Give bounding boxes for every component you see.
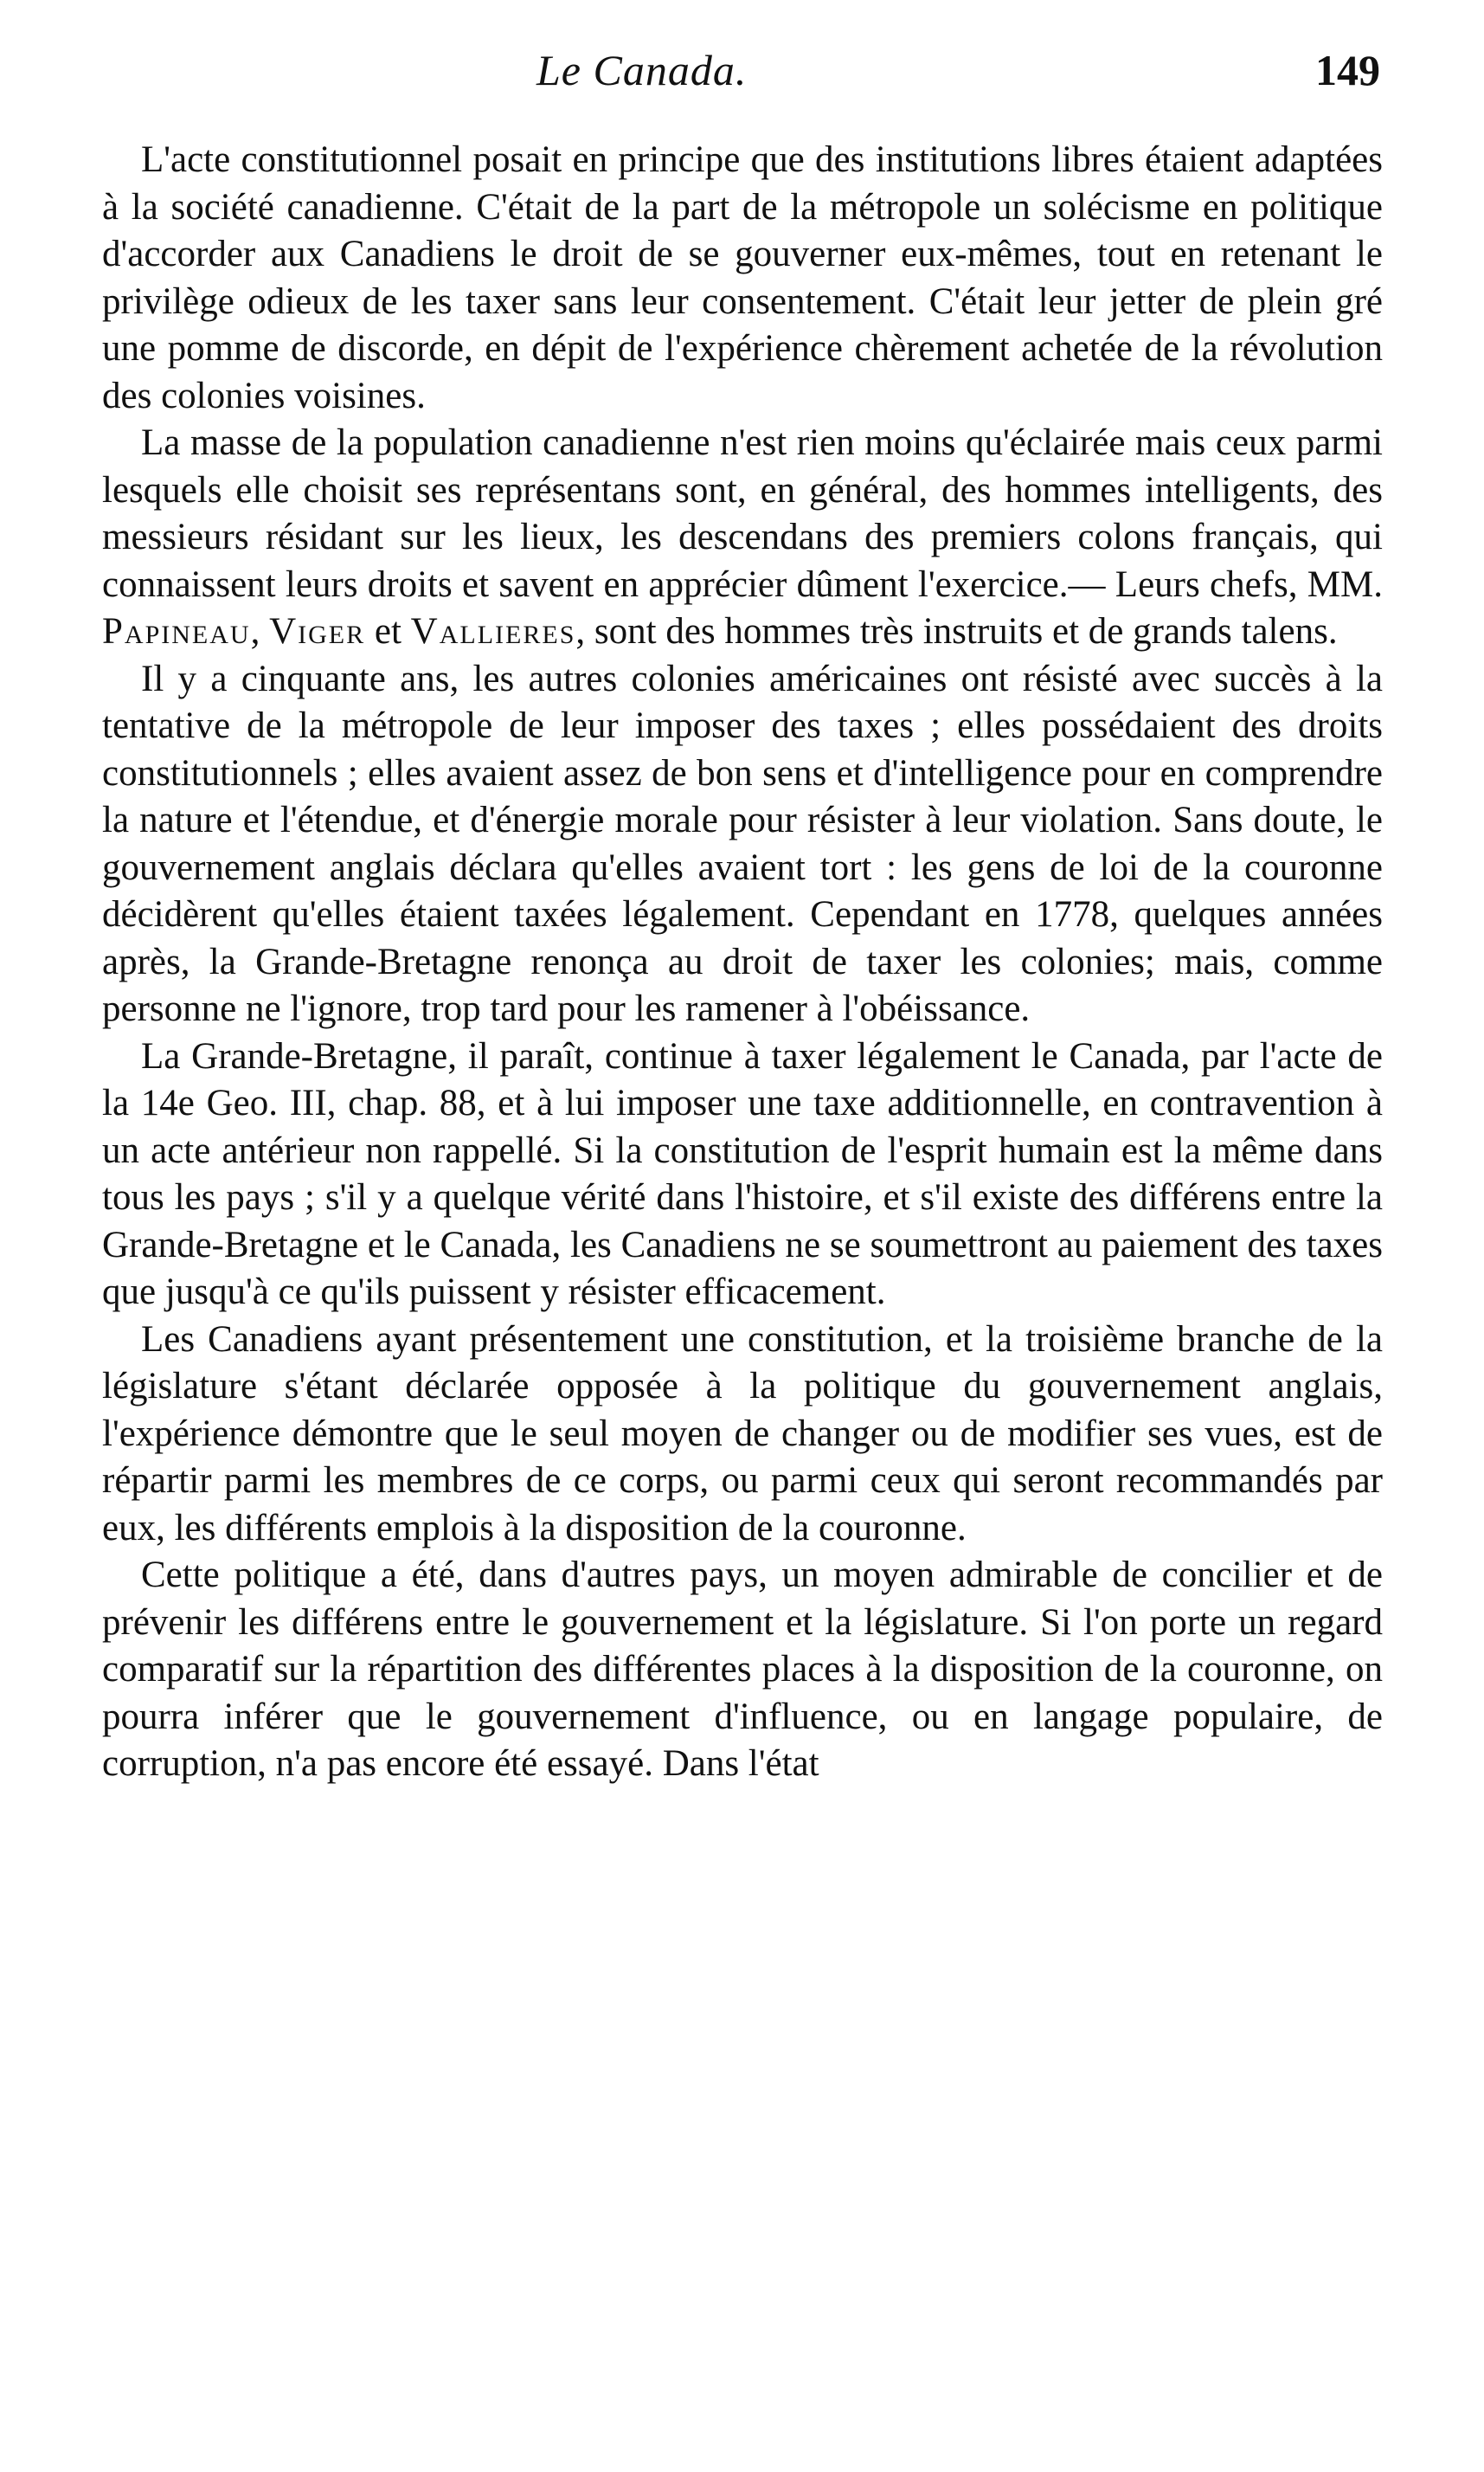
page-number: 149 [1315,46,1380,94]
person-name: Papineau [102,611,251,652]
paragraph-text: Les Canadiens ayant présentement une constitution, et la troisième branche de la législature s'étant déclarée opposée à la politique du gouvernement anglais, l'expérience démontre que le seul moyen de changer ou de modifier ses vues, est de répartir parmi les membres de ce corps, ou parmi ceux qui seront recommandés par eux, les différents emplois à la disposition de la couronne. [102,1318,1383,1548]
paragraph [102,656,1383,1033]
paragraph-text: Cette politique a été, dans d'autres pays, un moyen admirable de concilier et de prévenir les différens entre le gouvernement et la législature. Si l'on porte un regard comparatif sur la répartition des différentes places à la disposition de la couronne, on pourra inférer que le gouvernement d'influence, ou en langage populaire, de corruption, n'a pas encore été essayé. Dans l'état [102,1555,1383,1784]
paragraph-text: , [250,611,270,652]
paragraph [102,137,1383,420]
person-name: Viger [269,611,366,652]
paragraph-text: et [365,611,411,652]
running-title: Le Canada. [536,46,748,94]
paragraph [102,1316,1383,1553]
paragraph [102,1033,1383,1316]
paragraph [102,1552,1383,1788]
paragraph-text: , sont des hommes très instruits et de grands talens. [575,611,1338,652]
paragraph-text: La masse de la population canadienne n'est rien moins qu'éclairée mais ceux parmi lesquels elle choisit ses représentans sont, en général, des hommes intelligents, des messieurs résidant sur les lieux, les descendans des premiers colons français, qui connaissent leurs droits et savent en apprécier dûment l'exercice.— Leurs chefs, MM. [102,422,1383,605]
person-name: Vallieres [410,611,576,652]
paragraph-text: Il y a cinquante ans, les autres colonies américaines ont résisté avec succès à la tentative de la métropole de leur imposer des taxes ; elles possédaient des droits constitutionnels ; elles avaient assez de bon sens et d'intelligence pour en comprendre la nature et l'étendue, et d'énergie morale pour résister à leur violation. Sans doute, le gouvernement anglais déclara qu'elles avaient tort : les gens de loi de la couronne décidèrent qu'elles étaient taxées légalement. Cependant en 1778, quelques années après, la Grande-Bretagne renonça au droit de taxer les colonies; mais, comme personne ne l'ignore, trop tard pour les ramener à l'obéissance. [102,658,1383,1029]
running-head [104,45,1380,106]
paragraph-text: La Grande-Bretagne, il paraît, continue à taxer légalement le Canada, par l'acte de la 14e Geo. III, chap. 88, et à lui imposer une taxe additionnelle, en contravention à un acte antérieur non rappellé. Si la constitution de l'esprit humain est la même dans tous les pays ; s'il y a quelque vérité dans l'histoire, et s'il existe des différens entre la Grande-Bretagne et le Canada, les Canadiens ne se soumettront au paiement des taxes que jusqu'à ce qu'ils puissent y résister efficacement. [102,1035,1383,1312]
paragraph [102,420,1383,656]
paragraph-text: L'acte constitutionnel posait en principe que des institutions libres étaient adaptées à la société canadienne. C'était de la part de la métropole un solécisme en politique d'accorder aux Canadiens le droit de se gouverner eux-mêmes, tout en retenant le privilège odieux de les taxer sans leur consentement. C'était leur jetter de plein gré une pomme de discorde, en dépit de l'expérience chèrement achetée de la révolution des colonies voisines. [102,139,1383,416]
body-text [102,137,1383,1788]
